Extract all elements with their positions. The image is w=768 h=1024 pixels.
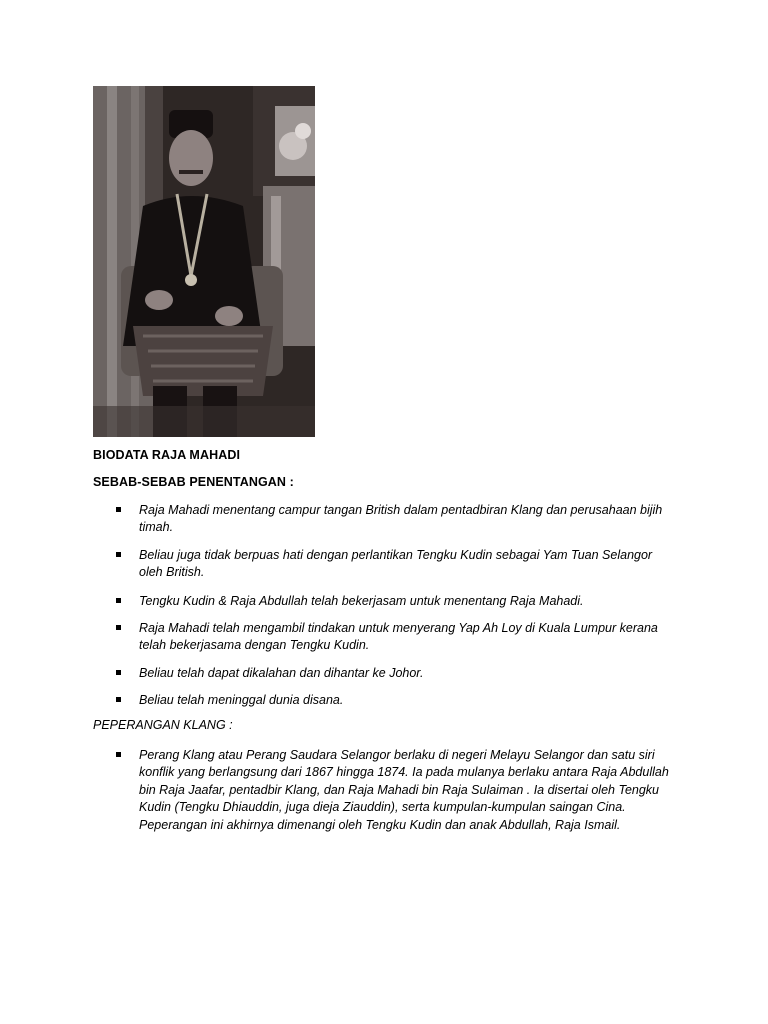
bullet-marker bbox=[116, 507, 121, 512]
peperangan-heading: PEPERANGAN KLANG : bbox=[93, 718, 233, 732]
list-item-text: Raja Mahadi telah mengambil tindakan untuk menyerang Yap Ah Loy di Kuala Lumpur kerana telah bekerjasama dengan Tengku Kudin. bbox=[139, 621, 658, 653]
biodata-heading: BIODATA RAJA MAHADI bbox=[93, 448, 241, 462]
bullet-marker bbox=[116, 598, 121, 603]
bullet-marker bbox=[116, 670, 121, 675]
bullet-marker bbox=[116, 697, 121, 702]
list-item-text: Raja Mahadi menentang campur tangan British dalam pentadbiran Klang dan perusahaan bijih timah. bbox=[139, 503, 663, 535]
list-item-text: Tengku Kudin & Raja Abdullah telah bekerjasam untuk menentang Raja Mahadi. bbox=[139, 594, 584, 608]
bullet-marker bbox=[116, 752, 121, 757]
bullet-marker bbox=[116, 552, 121, 557]
bullet-marker bbox=[116, 625, 121, 630]
list-item-text: Perang Klang atau Perang Saudara Selangor berlaku di negeri Melayu Selangor dan satu siri konflik yang berlangsung dari 1867 hingga 1874. Ia pada mulanya berlaku antara Raja Abdullah bin Raja Jaafar, pentadbir Klang, dan Raja Mahadi bin Raja Sulaiman . Ia disertai oleh Tengku Kudin (Tengku Dhiauddin, juga dieja Ziauddin), serta kumpulan-kumpulan saingan Cina. Peperangan ini akhirnya dimenangi oleh Tengku Kudin dan anak Abdullah, Raja Ismail. bbox=[139, 748, 669, 832]
list-item-text: Beliau juga tidak berpuas hati dengan perlantikan Tengku Kudin sebagai Yam Tuan Selangor oleh British. bbox=[139, 548, 653, 580]
list-item-text: Beliau telah meninggal dunia disana. bbox=[139, 693, 344, 707]
portrait-photo bbox=[93, 86, 315, 437]
sebab-heading: SEBAB-SEBAB PENENTANGAN : bbox=[93, 475, 294, 489]
list-item-text: Beliau telah dapat dikalahan dan dihantar ke Johor. bbox=[139, 666, 424, 680]
